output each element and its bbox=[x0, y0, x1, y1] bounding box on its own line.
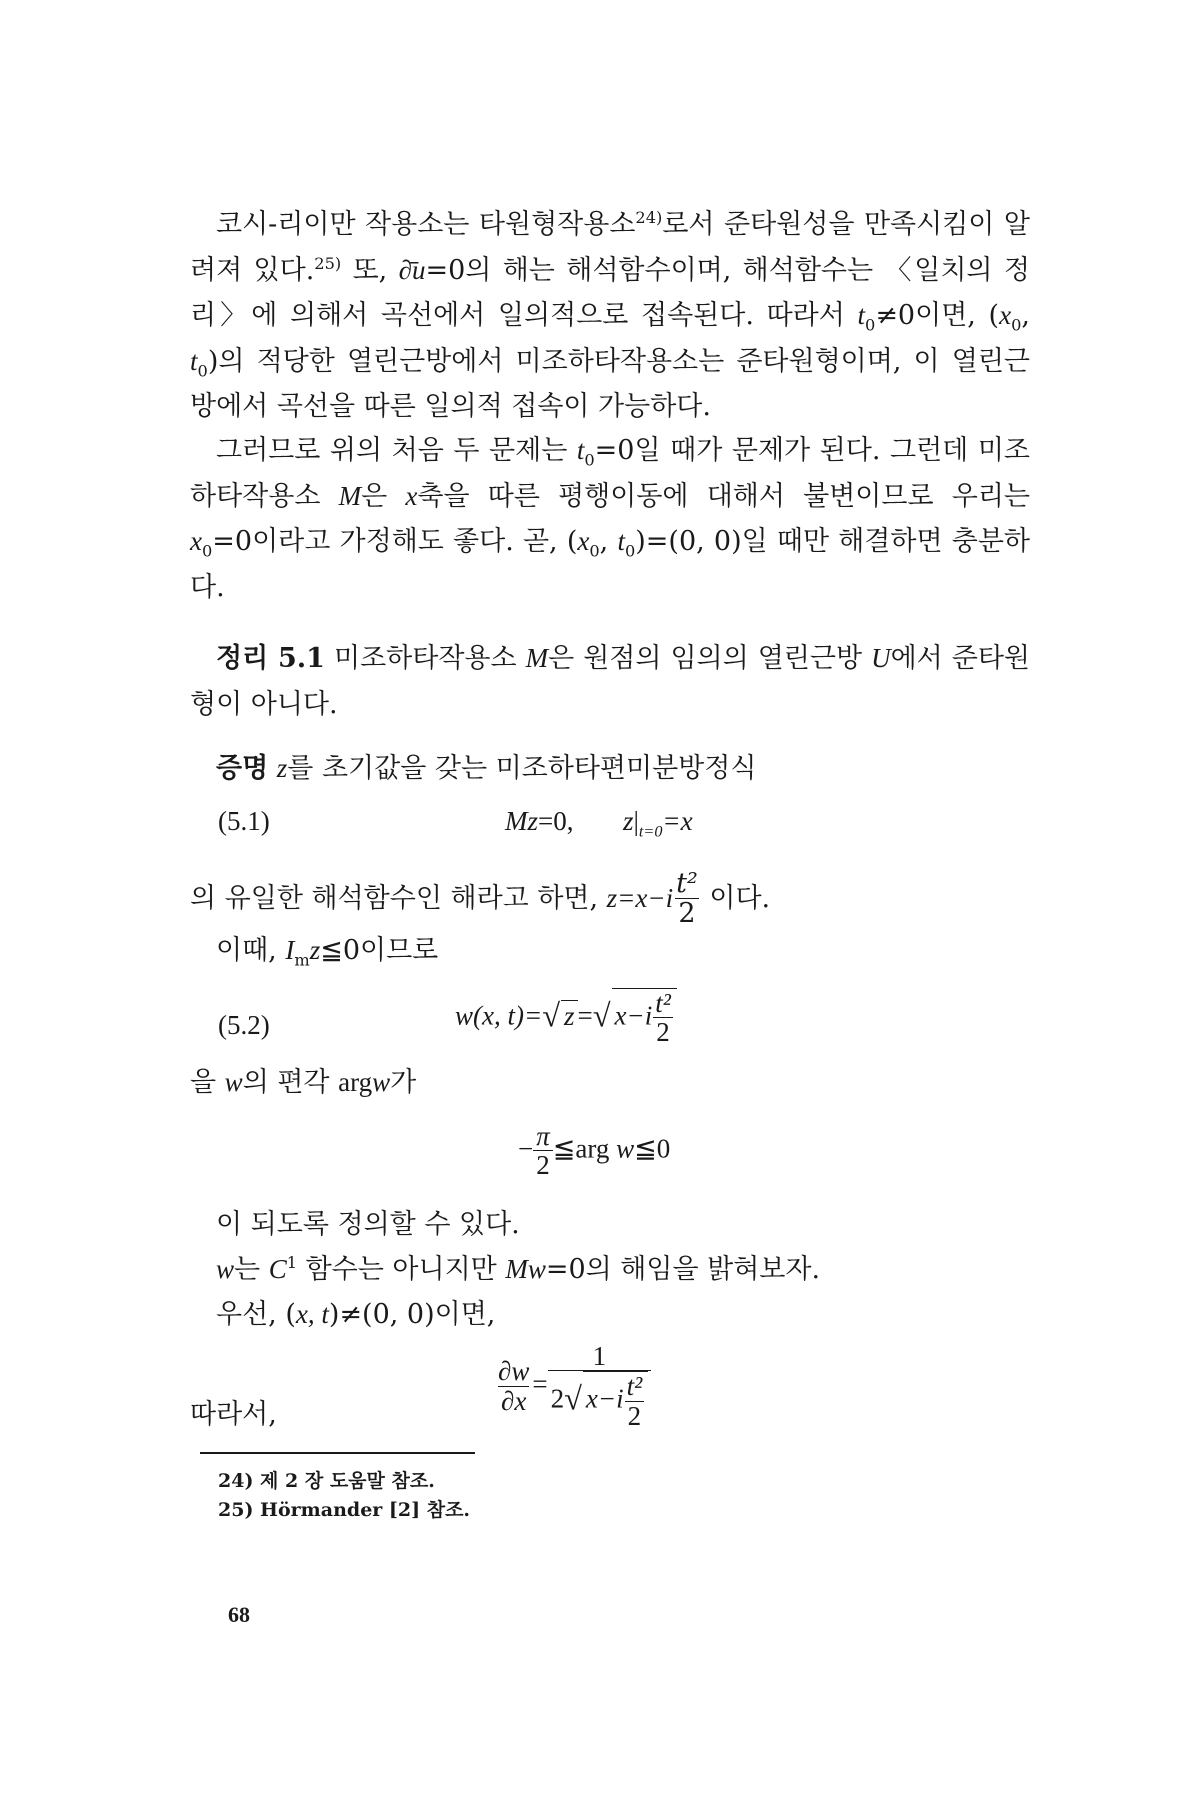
equation-number-5-1: (5.1) bbox=[218, 806, 270, 836]
footnote-25: 25) Hörmander [2] 참조. bbox=[218, 1499, 471, 1521]
line-therefore: 따라서, bbox=[190, 1399, 277, 1430]
equation-arg-inequality: − $\frac{\pi}{2}$ ≦arg w≦0 bbox=[518, 1121, 671, 1181]
line-arg: 을 w의 편각 argw가 bbox=[190, 1067, 417, 1098]
proof-label: 증명 bbox=[216, 753, 269, 784]
paragraph-reduction: 그러므로 위의 처음 두 문제는 $t_0=0$일 때가 문제가 된다. 그런데 미조하타작용소 M은 x축을 따른 평행이동에 대해서 불변이므로 우리는 $x_0=0$이라고 가정해도 좋다. 곧, ($x_0$, $t_0)=(0$, 0)일 때만 해결하면 충분하다. bbox=[190, 435, 1030, 603]
theorem-5-1: 정리 5.1 미조하타작용소 M은 원점의 임의의 열린근방 U에서 준타원형이 아니다. bbox=[190, 643, 1030, 720]
line-definition: 이 되도록 정의할 수 있다. bbox=[216, 1209, 520, 1240]
equation-5-1: Mz=0, $z|_{t=0}=x$ bbox=[505, 806, 693, 841]
fraction-t2-over-2: $\frac{\text{t²}}{2}$ bbox=[676, 867, 698, 930]
sqrt-symbol: √ bbox=[542, 998, 560, 1035]
line-then: 이때, $I_mz≦0$이므로 bbox=[216, 935, 439, 970]
footnote-ref-25: 25) bbox=[314, 253, 342, 273]
sqrt-symbol: √ bbox=[592, 998, 611, 1035]
footnote-divider bbox=[200, 1452, 475, 1454]
equation-number-5-2: (5.2) bbox=[218, 1010, 270, 1040]
line-c1-function: w는 $C^1$ 함수는 아니지만 Mw=0의 해임을 밝혀보자. bbox=[216, 1253, 821, 1285]
equation-5-2: w(x, t)=√ z =√ x−i $\frac{\text{t²}}{2}$ bbox=[455, 988, 677, 1048]
theorem-label: 정리 5.1 bbox=[216, 643, 325, 674]
proof-start: 증명 z를 초기값을 갖는 미조하타편미분방정식 bbox=[216, 753, 757, 784]
paragraph-intro: 코시-리이만 작용소는 타원형작용소$^{24)}$로서 준타원성을 만족시킴이 알려져 있다.$^{25)}$ 또, ∂̄u=0의 해는 해석함수이며, 해석함수는 〈일치의 정리〉에 의해서 곡선에서 일의적으로 접속된다. 따라서 $t_0\ne 0$이면, ($x_0$, $t_0$)의 적당한 열린근방에서 미조하타작용소는 준타원형이며, 이 열린근방에서 곡선을 따른 일의적 접속이 가능하다. bbox=[190, 208, 1030, 422]
footnote-24: 24) 제 2 장 도움말 참조. bbox=[218, 1470, 435, 1492]
line-first: 우선, (x, t)≠(0, 0)이면, bbox=[216, 1299, 496, 1330]
page-number: 68 bbox=[228, 1602, 250, 1627]
line-unique-solution: 의 유일한 해석함수인 해라고 하면, z=x−i $\frac{\text{t²}}{2}$ 이다. bbox=[190, 867, 771, 930]
equation-derivative: $\frac{\partial w}{\partial x}$ = 1 2√ x−i $\frac{\text{t²}}{2}$ bbox=[495, 1342, 651, 1431]
footnote-ref-24: 24) bbox=[635, 208, 663, 227]
